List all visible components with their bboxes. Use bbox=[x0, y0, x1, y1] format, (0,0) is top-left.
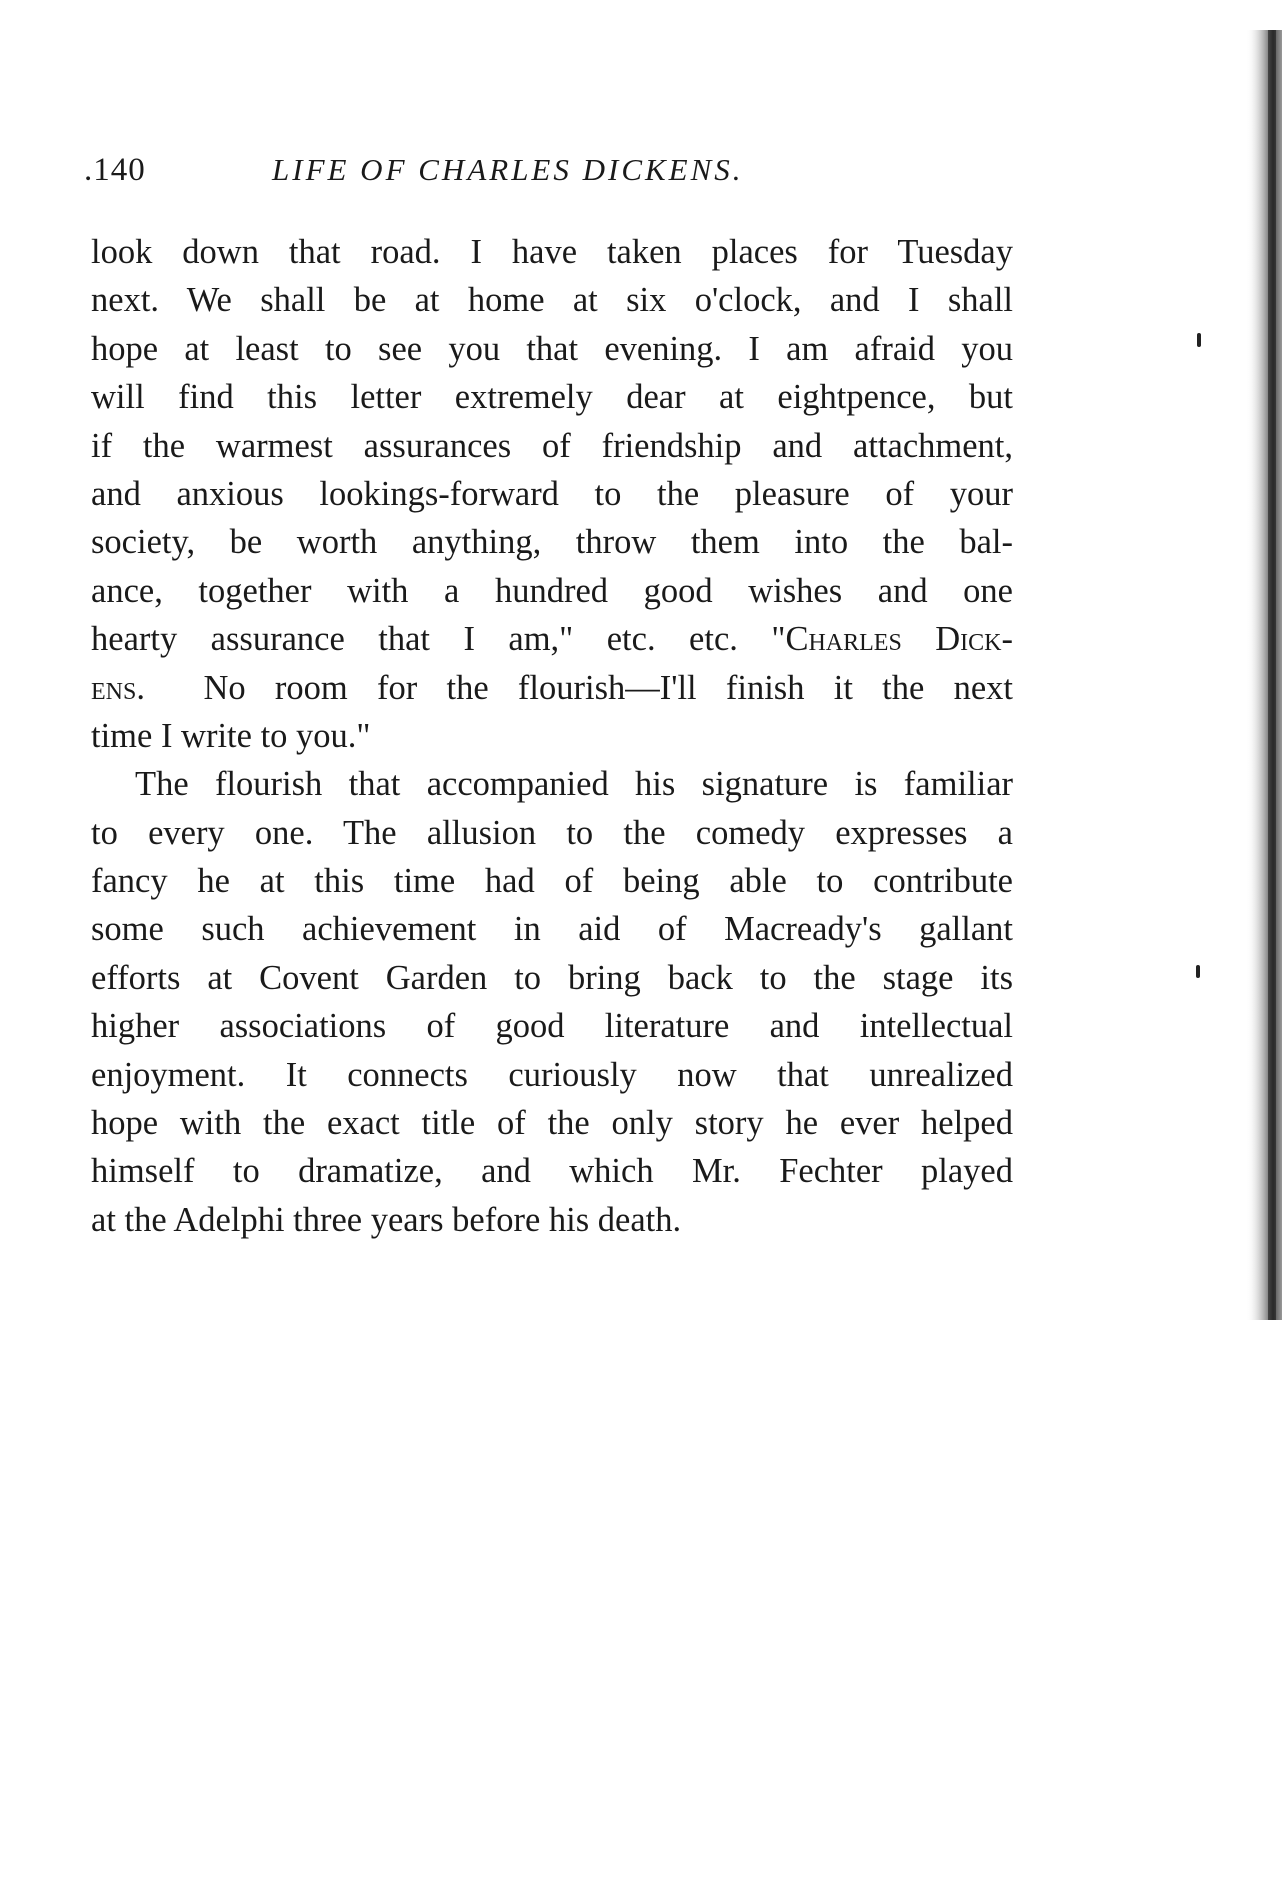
text-line: The flourish that accompanied his signature is familiar bbox=[135, 765, 1013, 804]
text-line: next. We shall be at home at six o'clock, and I shall bbox=[91, 281, 1013, 320]
text-line: if the warmest assurances of friendship and attachment, bbox=[91, 426, 1013, 465]
text-line: enjoyment. It connects curiously now that unrealized bbox=[91, 1055, 1013, 1094]
text-line: time I write to you." bbox=[91, 716, 371, 755]
text-line: hope with the exact title of the only story he ever helped bbox=[91, 1104, 1013, 1143]
running-title: LIFE OF CHARLES DICKENS. bbox=[272, 152, 744, 187]
text-line: himself to dramatize, and which Mr. Fechter played bbox=[91, 1152, 1013, 1191]
text-fragment: No room for the flourish—I'll finish it the next bbox=[203, 668, 1013, 707]
text-fragment: hearty assurance that I am," etc. etc. " bbox=[91, 620, 786, 659]
scan-speck bbox=[1196, 965, 1200, 978]
page-number: .140 bbox=[84, 152, 146, 188]
scan-speck bbox=[1197, 333, 1201, 347]
running-header bbox=[84, 152, 1014, 196]
text-line-signature bbox=[91, 615, 1013, 663]
text-line: fancy he at this time had of being able to contribute bbox=[91, 862, 1013, 901]
text-line bbox=[91, 664, 1013, 712]
text-line: ance, together with a hundred good wishes and one bbox=[91, 571, 1013, 610]
signature-name: Charles Dick- bbox=[785, 620, 1013, 659]
binding-edge-shadow bbox=[1238, 30, 1282, 1320]
text-line: and anxious lookings-forward to the pleasure of your bbox=[91, 474, 1013, 513]
text-line: to every one. The allusion to the comedy expresses a bbox=[91, 813, 1013, 852]
body-text bbox=[91, 228, 1013, 1244]
text-line: hope at least to see you that evening. I am afraid you bbox=[91, 329, 1013, 368]
text-line: look down that road. I have taken places for Tuesday bbox=[91, 233, 1013, 271]
text-line: will find this letter extremely dear at eightpence, but bbox=[91, 378, 1013, 417]
text-line: at the Adelphi three years before his death. bbox=[91, 1200, 682, 1239]
text-line: society, be worth anything, throw them into the bal- bbox=[91, 523, 1013, 562]
text-line: some such achievement in aid of Macready's gallant bbox=[91, 910, 1013, 949]
signature-name-end: ens. bbox=[91, 668, 145, 707]
text-line: efforts at Covent Garden to bring back to the stage its bbox=[91, 958, 1013, 997]
text-line: higher associations of good literature and intellectual bbox=[91, 1007, 1013, 1046]
